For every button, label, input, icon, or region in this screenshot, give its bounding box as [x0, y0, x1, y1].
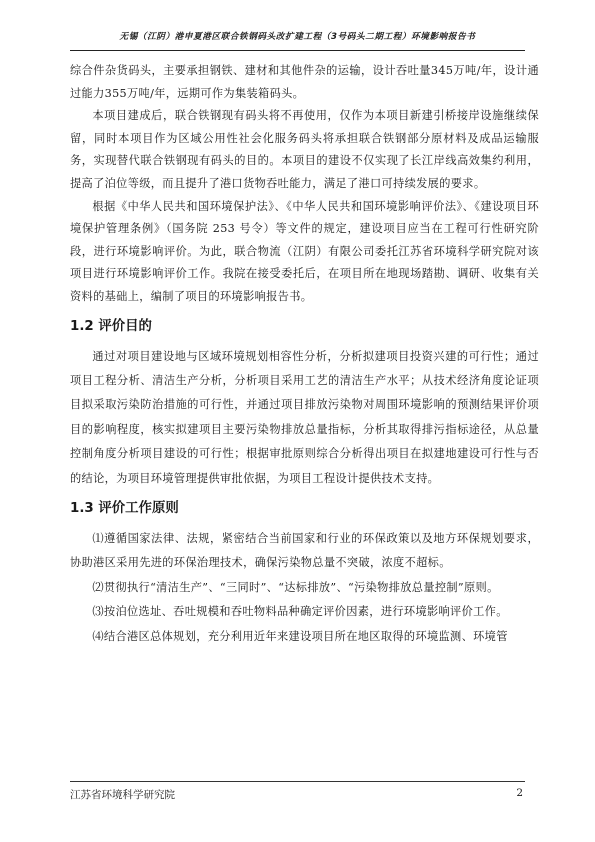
header-rule [70, 50, 525, 51]
principle-item: ⑷结合港区总体规划，充分利用近年来建设项目所在地区取得的环境监测、环境管 [92, 629, 508, 643]
running-header: 无锡（江阴）港申夏港区联合铁钢码头改扩建工程（3号码头二期工程）环境影响报告书 [119, 32, 476, 42]
section-heading-evaluation-principles: 1.3 评价工作原则 [70, 500, 179, 516]
section-heading-evaluation-purpose: 1.2 评价目的 [70, 318, 152, 334]
principle-item: ⑵贯彻执行“清洁生产”、“三同时”、“达标排放”、“污染物排放总量控制”原则。 [92, 580, 499, 594]
legal-basis-paragraph: 根据《中华人民共和国环境保护法》、《中华人民共和国环境影响评价法》、《建设项目环境保护管理条例》（国务院 253 号令）等文件的规定，建设项目应当在工程可行性研究阶段，进行环境影响评价。为此，联合物流（江阴）有限公司委托江苏省环境科学研究院对该项目进行环境影响评价工作。我院在接受委托后，在项目所在地现场踏勘、调研、收集有关资料的基础上，编制了项目的环境影响报告书。 [70, 199, 539, 303]
continued-paragraph: 综合件杂货码头，主要承担钢铁、建材和其他件杂的运输，设计吞吐量345万吨/年，设计通过能力355万吨/年，远期可作为集装箱码头。 [70, 64, 539, 100]
page-body [70, 60, 539, 649]
principle-item: ⑴遵循国家法律、法规，紧密结合当前国家和行业的环保政策以及地方环保规划要求，协助港区采用先进的环保治理技术，确保污染物总量不突破，浓度不超标。 [70, 531, 539, 570]
project-completion-paragraph: 本项目建成后，联合铁钢现有码头将不再使用，仅作为本项目新建引桥接岸设施继续保留，同时本项目作为区域公用性社会化服务码头将承担联合铁钢部分原材料及成品运输服务，实现替代联合铁钢现有码头的目的。本项目的建设不仅实现了长江岸线高效集约利用，提高了泊位等级，而且提升了港口货物吞吐能力，满足了港口可持续发展的要求。 [70, 109, 539, 190]
page-number: 2 [516, 787, 523, 799]
evaluation-purpose-paragraph: 通过对项目建设地与区域环境规划相容性分析，分析拟建项目投资兴建的可行性；通过项目工程分析、清洁生产分析，分析项目采用工艺的清洁生产水平；从技术经济角度论证项目拟采取污染防治措施的可行性，并通过项目排放污染物对周围环境影响的预测结果评价项目的影响程度，核实拟建项目主要污染物排放总量指标，分析其取得排污指标途径，从总量控制角度分析项目建设的可行性；根据审批原则综合分析得出项目在拟建地建设可行性与否的结论，为项目环境管理提供审批依据，为项目工程设计提供技术支持。 [70, 349, 539, 485]
principle-item: ⑶按泊位选址、吞吐规模和吞吐物料品种确定评价因素，进行环境影响评价工作。 [92, 605, 508, 619]
footer-organization: 江苏省环境科学研究院 [70, 789, 175, 801]
footer-rule [70, 781, 525, 782]
